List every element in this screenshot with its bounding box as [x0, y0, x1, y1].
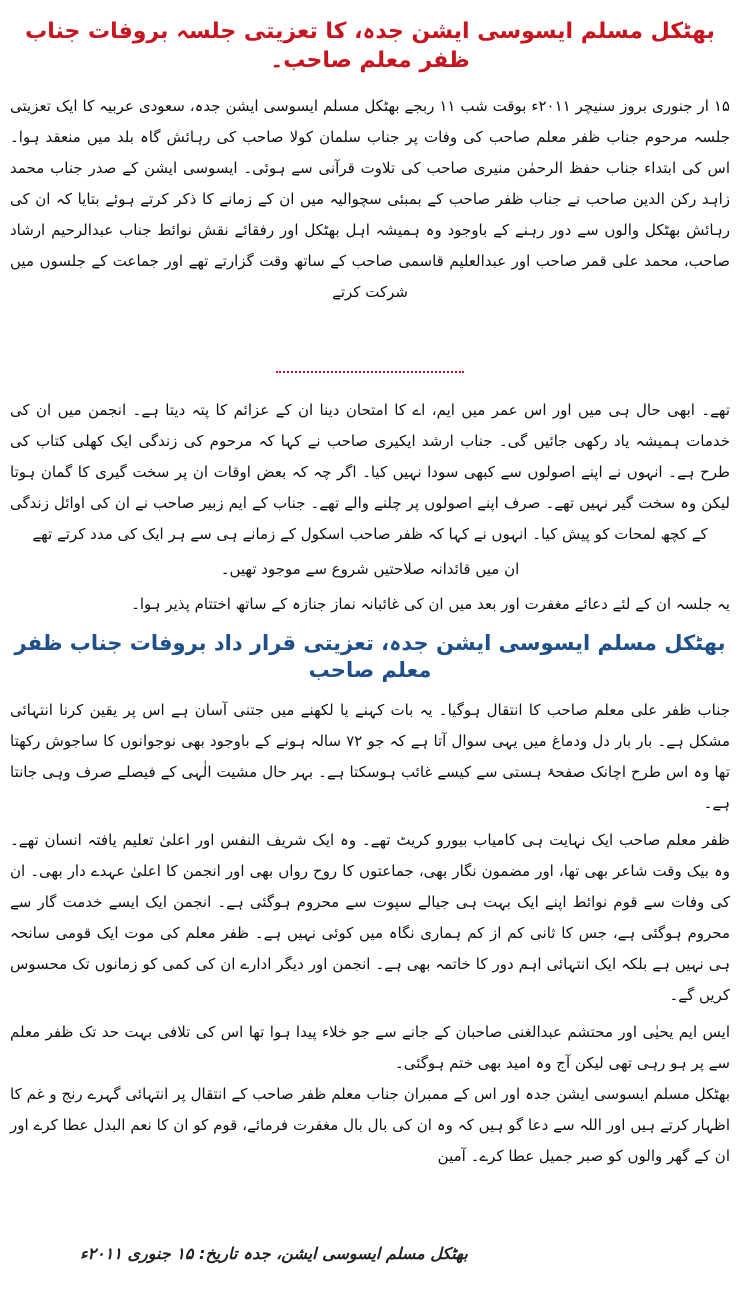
dotted-divider: [276, 371, 464, 373]
resolution-paragraph-4: بھٹکل مسلم ایسوسی ایشن جدہ اور اس کے ممبران جناب معلم ظفر صاحب کے انتقال پر انتہائی گہرے رنج و غم کا اظہار کرتے ہیں اور اللہ سے دعا گو ہیں کہ وہ ان کی بال بال مغفرت فرمائے، قوم کو ان کا نعم البدل عطا کرے اور ان کے گھر والوں کو صبر جمیل عطا کرے۔ آمین: [10, 1084, 730, 1165]
speeches-paragraph: تھے۔ ابھی حال ہی میں اور اس عمر میں ایم، اے کا امتحان دینا ان کے عزائم کا پتہ دیتا ہے۔ انجمن میں ان کی خدمات ہمیشہ یاد رکھی جائیں گی۔ جناب ارشد ایکیری صاحب نے کہا کہ مرحوم کی زندگی ایک کھلی کتاب کی طرح ہے۔ انہوں نے اپنے اصولوں سے کبھی سودا نہیں کیا۔ اگر چہ کہ بعض اوقات ان پر سخت گیری کا گمان ہوتا لیکن وہ سخت گیر نہیں تھے۔ صرف اپنے اصولوں پر چلنے والے تھے۔ جناب کے ایم زبیر صاحب نے ان کی اوائل زندگی کے کچھ لمحات کو پیش کیا۔ انہوں نے کہا کہ ظفر صاحب اسکول کے زمانے ہی سے ہر ایک کی مدد کرتے تھے: [10, 401, 730, 544]
signature-line: بھٹکل مسلم ایسوسی ایشن، جدہ تاریخ: ۱۵ جنوری ۲۰۱۱ء: [80, 1244, 468, 1263]
page-title: بھٹکل مسلم ایسوسی ایشن جدہ، کا تعزیتی جلسہ بروفات جناب ظفر معلم صاحب۔: [25, 19, 715, 73]
resolution-title: بھٹکل مسلم ایسوسی ایشن جدہ، تعزیتی قرار داد بروفات جناب ظفر معلم صاحب: [14, 631, 726, 683]
leadership-paragraph: ان میں قائدانہ صلاحتیں شروع سے موجود تھیں۔: [220, 560, 520, 579]
resolution-paragraph-1: جناب ظفر علی معلم صاحب کا انتقال ہوگیا۔ یہ بات کہنے یا لکھنے میں جتنی آسان ہے اس پر یقین کرنا انتہائی مشکل ہے۔ بار بار دل ودماغ میں یہی سوال آتا ہے کہ جو ۷۲ سالہ ہونے کے باوجود بھی نوجوانوں کا ساجوش رکھتا تھا وہ اس طرح اچانک صفحۂ ہستی سے کیسے غائب ہوسکتا ہے۔ بہر حال مشیت الٰہی کے فیصلے صرف وہی جانتا ہے۔: [10, 700, 730, 812]
resolution-paragraph-2: ظفر معلم صاحب ایک نہایت ہی کامیاب بیورو کریٹ تھے۔ وہ ایک شریف النفس اور اعلیٰ تعلیم یافتہ انسان تھے۔ وہ بیک وقت شاعر بھی تھا، اور مضمون نگار بھی، جماعتوں کا روح رواں بھی اور انجمن کا اعلیٰ عہدے دار بھی۔ ان کی وفات سے قوم نوائط اپنے ایک بہت ہی جیالے سپوت سے محروم ہوگئی ہے۔ انجمن ایک ایسے خدمت گار سے محروم ہوگئی ہے، جس کا ثانی کم از کم ہماری نگاہ میں کوئی نہیں ہے۔ ظفر معلم کی موت ایک قومی سانحہ ہی نہیں ہے بلکہ ایک انتہائی اہم دور کا خاتمہ بھی ہے۔ انجمن اور دیگر ادارے ان کی کمی کو زمانوں تک محسوس کریں گے۔: [10, 830, 730, 1004]
closing-paragraph: یہ جلسہ ان کے لئے دعائے مغفرت اور بعد میں ان کی غائبانہ نماز جنازہ کے ساتھ اختتام پذیر ہوا۔: [131, 595, 730, 614]
meeting-report-paragraph: ۱۵ ار جنوری بروز سنیچر ۲۰۱۱ء بوقت شب ۱۱ ربجے بھٹکل مسلم ایسوسی ایشن جدہ، سعودی عربیہ کا ایک تعزیتی جلسہ مرحوم جناب ظفر معلم صاحب کی وفات پر جناب سلمان کولا صاحب کی رہائش گاہ بلد میں منعقد ہوا۔ اس کی ابتداء جناب حفظ الرحمٰن منیری صاحب کی تلاوت قرآنی سے ہوئی۔ ایسوسی ایشن کے صدر جناب محمد زاہد رکن الدین صاحب نے جناب ظفر صاحب کے بمبئی سچوالیہ میں ان کے زمانے کا ذکر کرتے ہوئے بتایا کہ ان کی رہائش بھٹکل والوں سے دور رہنے کے باوجود وہ ہمیشہ اہل بھٹکل اور رفقائے نقش نوائط جناب عبدالرحیم ارشاد صاحب، محمد علی قمر صاحب اور عبدالعلیم قاسمی صاحب کے ساتھ وقت گزارتے تھے اور جماعت کے جلسوں میں شرکت کرتے: [10, 97, 730, 302]
resolution-paragraph-3: ایس ایم یحیٰی اور محتشم عبدالغنی صاحبان کے جانے سے جو خلاء پیدا ہوا تھا اس کی تلافی بہت حد تک ظفر معلم سے پر ہو رہی تھی لیکن آج وہ امید بھی ختم ہوگئی۔: [10, 1022, 730, 1072]
